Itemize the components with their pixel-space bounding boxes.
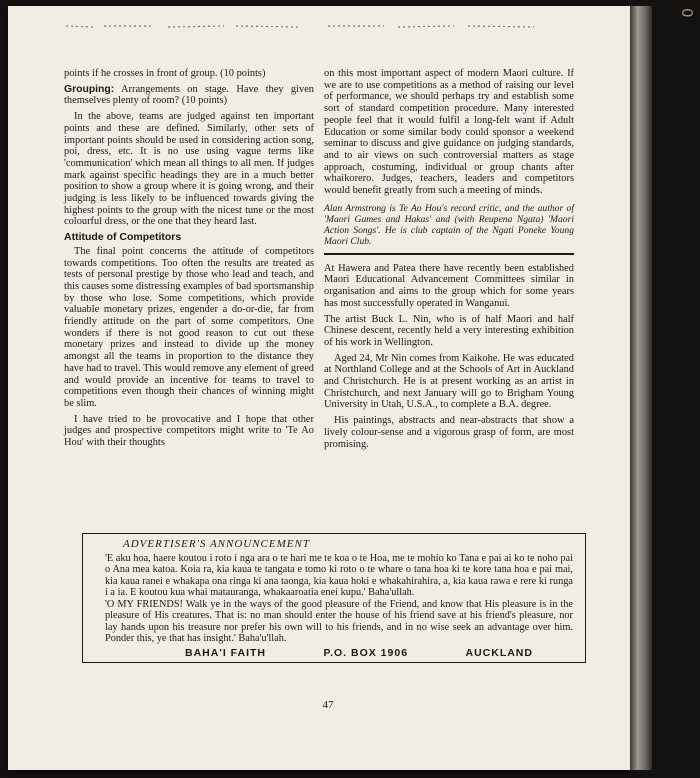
paragraph-artist: The artist Buck L. Nin, who is of half Maori and half Chinese descent, recently held a very interesting exhibition of his work in Wellington. (324, 313, 574, 348)
paragraph-provocative: I have tried to be provocative and I hope that other judges and prospective competitors might write to 'Te Ao Hou' with their thoughts (64, 413, 314, 449)
advert-title: ADVERTISER'S ANNOUNCEMENT (123, 538, 310, 550)
author-bio: Alan Armstrong is Te Ao Hou's record critic, and the author of 'Maori Games and Hakas' and (with Reupena Ngata) 'Maori Action Songs'. He is club captain of the Ngati Poneke Young Maori Club. (324, 202, 574, 247)
advert-english-text: 'O MY FRIENDS! Walk ye in the ways of the good pleasure of the Friend, and know that His pleasure is in the pleasure of His creatures. That is: no man should enter the house of his friend save at his friend's pleasure, nor lay hands upon his treasure nor prefer his own will to his friends, and in no wise seek an advantage over him. Ponder this, ye that has insight.' Baha'u'llah. (105, 598, 573, 644)
paragraph-judging: In the above, teams are judged against ten important points and these are defined. Similarly, other sets of important points should be used in considering action song, poi, dress, etc. It is no use using vague terms like 'communication' which mean all things to all men. If judges mark against specific headings they are in a much better position to show a group where it is going wrong, and their judging is less likely to be influenced towards giving the highest points to the group with the nicest tune or the most colourful dress, or the one that they heard last. (64, 111, 314, 228)
page-number: 47 (322, 699, 334, 711)
paragraph-points: points if he crosses in front of group. (10 points) (64, 68, 266, 79)
paragraph-paintings: His paintings, abstracts and near-abstracts that show a lively colour-sense and a vigorous grasp of form, are most promising. (324, 415, 574, 450)
left-column (64, 68, 314, 453)
advert-footer-organisation: BAHA'I FAITH (185, 646, 266, 659)
advert-footer-address: P.O. BOX 1906 (323, 646, 409, 659)
magazine-page (8, 6, 630, 770)
cropped-text-fragment-right (324, 20, 574, 32)
scan-margin-mark: 0 (678, 8, 696, 19)
paragraph-grouping (64, 84, 314, 107)
paragraph-continuation: on this most important aspect of modern Maori culture. If we are to use competitions as a method of raising our level of performance, we should perhaps try and establish some sort of standard competition procedure. Many interested people feel that it would fulfil a long-felt want if Adult Education or some similar body could sponsor a weekend seminar to discuss and give guidance on judging standards, and to air views on such controversial matters as stage approach, costuming, individual or group chants after whaikorero. Judges, teachers, leaders and competitors would benefit greatly from such a meeting of minds. (324, 68, 574, 197)
section-heading-attitude: Attitude of Competitors (64, 231, 182, 244)
advert-footer-city: AUCKLAND (465, 646, 533, 659)
right-column (324, 68, 574, 454)
section-divider (324, 253, 574, 255)
page-edge-shadow (630, 6, 652, 770)
advertiser-announcement-box (82, 533, 586, 663)
paragraph-final-point: The final point concerns the attitude of competitors towards competitions. Too often the results are treated as tests of personal prestige by those who lead and teach, and this causes some distressing examples of bad sportsmanship by those who lose. Some competitions, which provide valuable monetary prizes, engender a do-or-die, far from friendly attitude on the part of some competitors. One wonders if there is not good reason to cut out these monetary prizes and instead to divide up the money amongst all the teams in proportion to the distance they have had to travel. This would remove any element of greed and would provide an incentive for teams to travel to competitions even though their chances of winning might be slim. (64, 245, 314, 409)
grouping-heading: Grouping: (64, 83, 115, 95)
paragraph-hawera: At Hawera and Patea there have recently been established Maori Educational Advancement Committees similar in organisation and aims to the group which for some years has most successfully operated in Wanganui. (324, 262, 574, 309)
paragraph-nin-education: Aged 24, Mr Nin comes from Kaikohe. He was educated at Northland College and at the Schools of Art in Auckland and Christchurch. He is at present working as an artist in Christchurch, and next January will go to Brigham Young University in Utah, U.S.A., to complete a B.A. degree. (324, 352, 574, 411)
grouping-text: Arrangements on stage. Have they given themselves plenty of room? (10 points) (64, 83, 314, 107)
advert-footer (185, 648, 533, 660)
advert-maori-text: 'E aku hoa, haere koutou i roto i nga ara o te hari me te koa o te Hoa, me te mohio ko Tana e pai ai ko te noho pai o Ana mea katoa. Koia ra, kia kaua te tangata e tomo ki roto o te whare o tana hoa ki te kore tana hoa e pai mai, kia kaua ranei e whakapa ona ringa ki ana taonga, kia kaua hoki e whakahirahira, a, kia kaua rawa e rere ki runga i a ia. E koutou kua whai matauranga, whakaaroatia enei kupu.' Baha'ullah. (105, 552, 573, 598)
cropped-text-fragment-left (64, 20, 314, 32)
